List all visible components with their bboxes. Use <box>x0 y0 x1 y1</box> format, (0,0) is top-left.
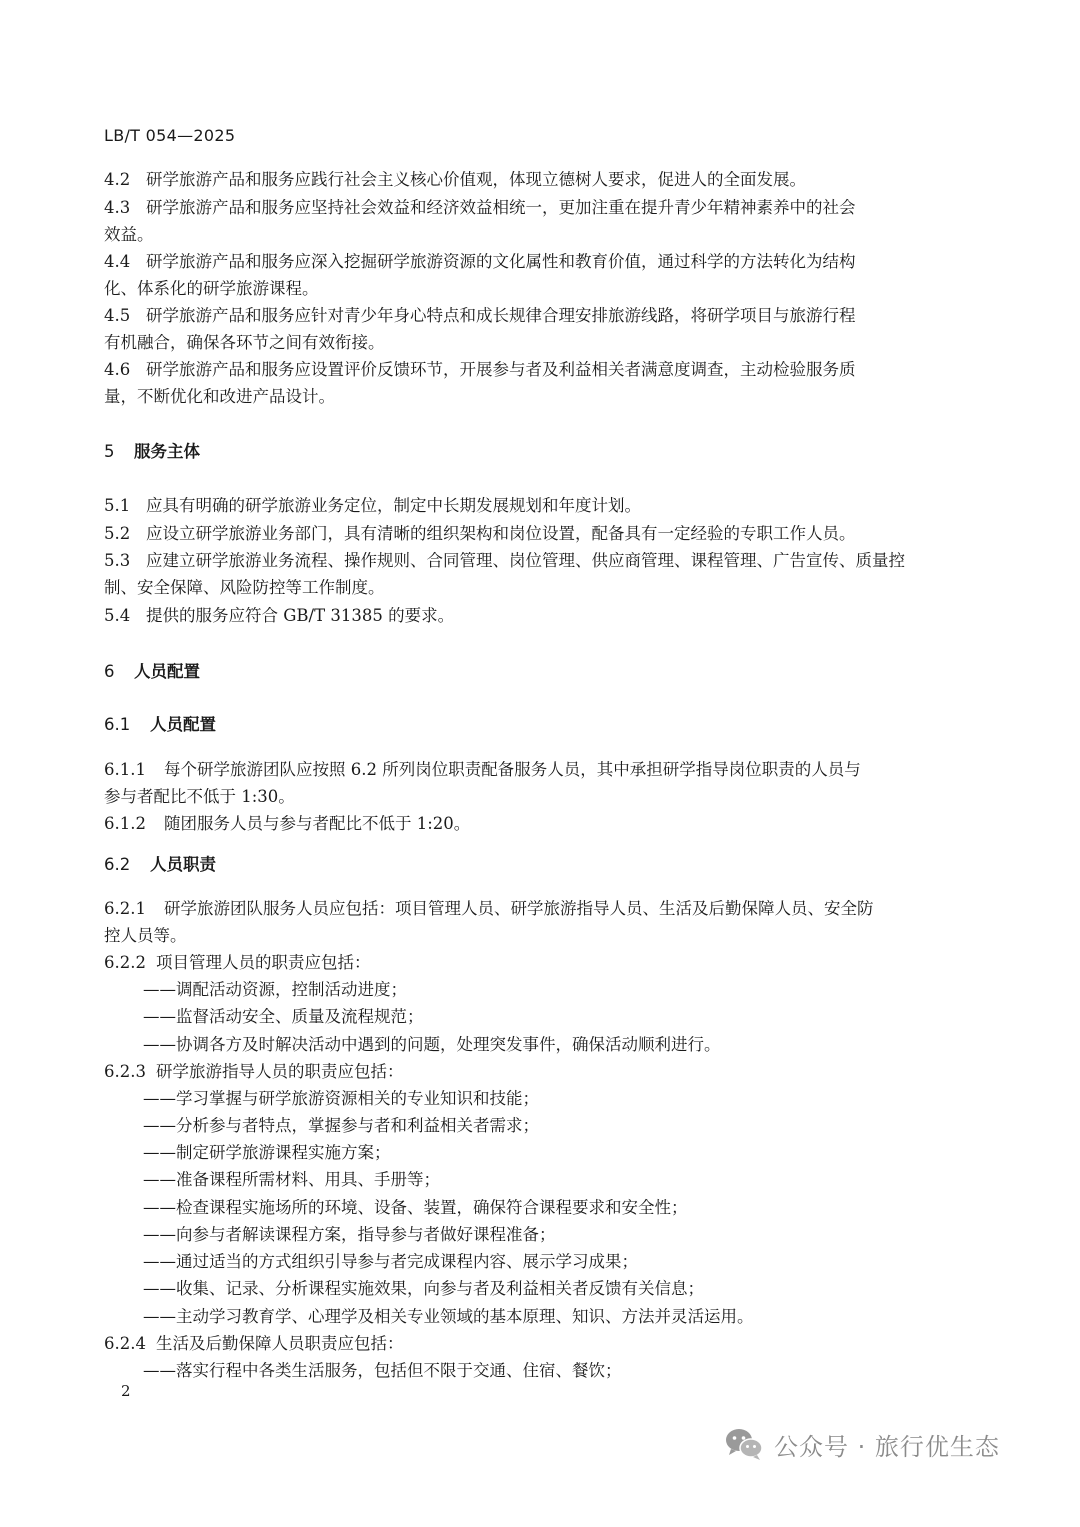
clause-number: 4.5 <box>104 306 131 325</box>
subsection-title: 人员配置 <box>150 715 216 734</box>
list-item: ——通过适当的方式组织引导参与者完成课程内容、展示学习成果； <box>143 1252 638 1271</box>
document-id: LB/T 054—2025 <box>104 126 236 145</box>
clause-text: 研学旅游产品和服务应践行社会主义核心价值观，体现立德树人要求，促进人的全面发展。 <box>146 170 806 189</box>
clause-text: 应具有明确的研学旅游业务定位，制定中长期发展规划和年度计划。 <box>146 496 641 515</box>
clause-number: 4.6 <box>104 360 131 379</box>
list-item: ——收集、记录、分析课程实施效果，向参与者及利益相关者反馈有关信息； <box>143 1279 704 1298</box>
list-item: ——检查课程实施场所的环境、设备、装置，确保符合课程要求和安全性； <box>143 1198 688 1217</box>
clause-text: 研学旅游指导人员的职责应包括： <box>156 1062 404 1081</box>
list-item: ——向参与者解读课程方案，指导参与者做好课程准备； <box>143 1225 556 1244</box>
clause-number: 5.2 <box>104 524 131 543</box>
clause-text: 研学旅游产品和服务应坚持社会效益和经济效益相统一，更加注重在提升青少年精神素养中的社会 <box>146 198 856 217</box>
clause-number: 6.1.1 <box>104 760 146 779</box>
clause-text: 生活及后勤保障人员职责应包括： <box>156 1334 404 1353</box>
list-item: ——准备课程所需材料、用具、手册等； <box>143 1170 440 1189</box>
clause-number: 5.4 <box>104 606 131 625</box>
list-item: ——落实行程中各类生活服务，包括但不限于交通、住宿、餐饮； <box>143 1361 622 1380</box>
clause-5-1 <box>104 494 956 518</box>
clause-continuation: 控人员等。 <box>104 926 187 945</box>
clause-4-2 <box>104 168 956 192</box>
clause-number: 6.2.3 <box>104 1062 146 1081</box>
list-item: ——制定研学旅游课程实施方案； <box>143 1143 391 1162</box>
clause-5-3 <box>104 549 956 573</box>
clause-number: 4.4 <box>104 252 131 271</box>
list-item: ——学习掌握与研学旅游资源相关的专业知识和技能； <box>143 1089 539 1108</box>
clause-number: 5.3 <box>104 551 131 570</box>
clause-number: 4.3 <box>104 198 131 217</box>
clause-text: 应建立研学旅游业务流程、操作规则、合同管理、岗位管理、供应商管理、课程管理、广告宣传、质量控 <box>146 551 905 570</box>
clause-continuation: 制、安全保障、风险防控等工作制度。 <box>104 578 385 597</box>
subsection-title: 人员职责 <box>150 855 216 874</box>
list-item: ——协调各方及时解决活动中遇到的问题，处理突发事件，确保活动顺利进行。 <box>143 1035 721 1054</box>
clause-continuation: 量，不断优化和改进产品设计。 <box>104 387 335 406</box>
clause-continuation: 效益。 <box>104 225 154 244</box>
list-item: ——监督活动安全、质量及流程规范； <box>143 1007 424 1026</box>
clause-text: 每个研学旅游团队应按照 6.2 所列岗位职责配备服务人员，其中承担研学指导岗位职责的人员与 <box>164 760 861 779</box>
clause-number: 6.2.4 <box>104 1334 146 1353</box>
watermark-text: 公众号 · 旅行优生态 <box>774 1432 1000 1461</box>
list-item: ——调配活动资源，控制活动进度； <box>143 980 407 999</box>
watermark <box>724 1426 1000 1462</box>
clause-4-5 <box>104 304 956 328</box>
clause-text: 研学旅游产品和服务应深入挖掘研学旅游资源的文化属性和教育价值，通过科学的方法转化为结构 <box>146 252 856 271</box>
clause-number: 5.1 <box>104 496 131 515</box>
clause-number: 6.2.1 <box>104 899 146 918</box>
subsection-number: 6.1 <box>104 715 131 734</box>
clause-continuation: 有机融合，确保各环节之间有效衔接。 <box>104 333 385 352</box>
section-number: 5 <box>104 442 115 461</box>
clause-text: 研学旅游产品和服务应设置评价反馈环节，开展参与者及利益相关者满意度调查，主动检验服务质 <box>146 360 856 379</box>
clause-text: 研学旅游团队服务人员应包括：项目管理人员、研学旅游指导人员、生活及后勤保障人员、安全防 <box>164 899 874 918</box>
clause-text: 应设立研学旅游业务部门，具有清晰的组织架构和岗位设置，配备具有一定经验的专职工作人员。 <box>146 524 856 543</box>
clause-continuation: 化、体系化的研学旅游课程。 <box>104 279 319 298</box>
section-number: 6 <box>104 662 115 681</box>
clause-text: 研学旅游产品和服务应针对青少年身心特点和成长规律合理安排旅游线路，将研学项目与旅游行程 <box>146 306 856 325</box>
clause-6-1-2 <box>104 812 956 836</box>
clause-5-2 <box>104 522 956 546</box>
clause-number: 6.1.2 <box>104 814 146 833</box>
clause-text: 提供的服务应符合 GB/T 31385 的要求。 <box>146 606 455 625</box>
clause-4-4 <box>104 250 956 274</box>
page-number: 2 <box>121 1382 131 1400</box>
section-title: 人员配置 <box>134 662 200 681</box>
list-item: ——分析参与者特点，掌握参与者和利益相关者需求； <box>143 1116 539 1135</box>
section-heading-5 <box>104 440 956 464</box>
list-item: ——主动学习教育学、心理学及相关专业领域的基本原理、知识、方法并灵活运用。 <box>143 1307 754 1326</box>
clause-6-2-3 <box>104 1060 956 1084</box>
section-heading-6 <box>104 660 956 684</box>
clause-6-2-1 <box>104 897 956 921</box>
clause-6-1-1 <box>104 758 956 782</box>
clause-continuation: 参与者配比不低于 1:30。 <box>104 787 295 806</box>
clause-number: 6.2.2 <box>104 953 146 972</box>
clause-text: 项目管理人员的职责应包括： <box>156 953 371 972</box>
clause-6-2-2 <box>104 951 956 975</box>
subsection-heading-6-1 <box>104 713 956 737</box>
subsection-heading-6-2 <box>104 853 956 877</box>
wechat-icon <box>724 1426 764 1462</box>
section-title: 服务主体 <box>134 442 200 461</box>
subsection-number: 6.2 <box>104 855 131 874</box>
clause-4-6 <box>104 358 956 382</box>
clause-5-4 <box>104 604 956 628</box>
clause-text: 随团服务人员与参与者配比不低于 1:20。 <box>164 814 471 833</box>
clause-4-3 <box>104 196 956 220</box>
clause-number: 4.2 <box>104 170 131 189</box>
clause-6-2-4 <box>104 1332 956 1356</box>
